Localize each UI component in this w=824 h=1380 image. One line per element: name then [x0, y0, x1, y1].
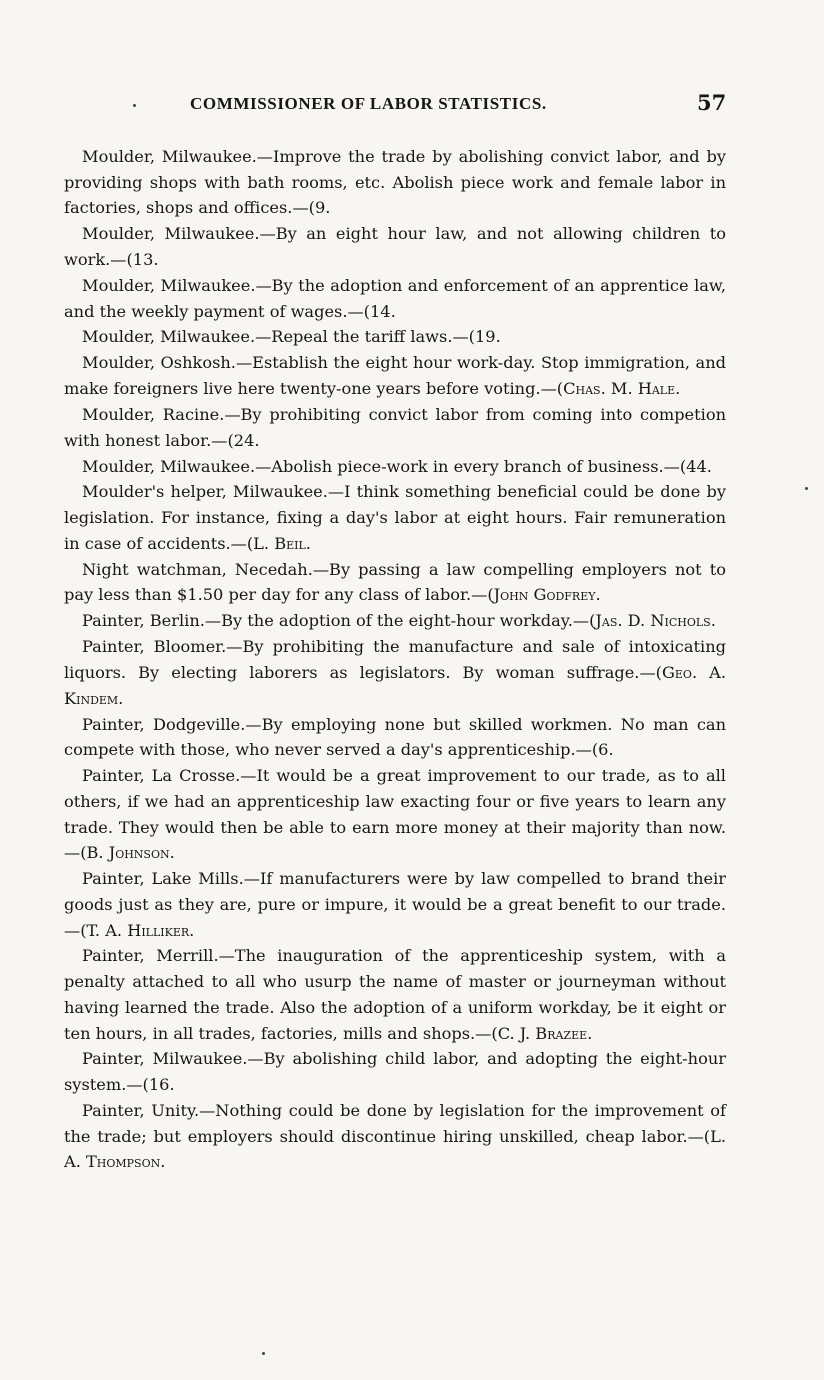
entry: [64, 454, 726, 480]
entry: [64, 273, 726, 325]
entry: [64, 763, 726, 866]
entry: [64, 608, 726, 634]
print-speck: [805, 487, 808, 490]
entry: [64, 557, 726, 609]
entry-signature: B. Johnson.: [86, 843, 175, 863]
body-text: [64, 144, 726, 1175]
entry-signature: Geo. A. Kindem.: [64, 662, 726, 708]
page-header: [0, 92, 824, 122]
entry-signature: Jas. D. Nichols.: [595, 611, 716, 631]
entry-text: Painter, Berlin.—By the adoption of the eight-hour workday.—(: [82, 611, 596, 631]
page-number: 57: [697, 90, 727, 115]
entry: [64, 866, 726, 943]
entry: [64, 479, 726, 556]
entry: [64, 1098, 726, 1175]
entry: [64, 350, 726, 402]
entry-text: Moulder, Milwaukee.—By the adoption and enforcement of an apprentice law, and the weekly payment of wages.—(14.: [64, 275, 726, 321]
entry-signature: Chas. M. Hale.: [563, 379, 681, 399]
entry: [64, 943, 726, 1046]
print-speck: [133, 104, 136, 107]
entry: [64, 324, 726, 350]
entry-text: Painter, La Crosse.—It would be a great improvement to our trade, as to all others, if we had an apprenticeship law exacting four or five years to learn any trade. They would then be able to earn more money at their majority than now.—(: [64, 766, 726, 863]
entry-text: Moulder, Milwaukee.—By an eight hour law, and not allowing children to work.—(13.: [64, 224, 726, 269]
entry-text: Painter, Merrill.—The inauguration of the apprenticeship system, with a penalty attached to all who usurp the name of master or journeyman without having learned the trade. Also the adoption of a uniform workday, be it eight or ten hours, in all trades, factories, mills and shops.—(: [64, 946, 726, 1043]
entry-text: Painter, Milwaukee.—By abolishing child labor, and adopting the eight-hour system.—(16.: [64, 1049, 726, 1095]
entry: [64, 144, 726, 221]
entry-text: Painter, Dodgeville.—By employing none but skilled workmen. No man can compete with those, who never served a day's apprenticeship.—(6.: [64, 714, 726, 760]
entry: [64, 221, 726, 273]
entry-text: Night watchman, Necedah.—By passing a law compelling employers not to pay less than $1.50 per day for any class of labor.—(: [64, 559, 726, 605]
entry-signature: L. A. Thompson.: [64, 1126, 726, 1172]
entry-text: Moulder, Racine.—By prohibiting convict labor from coming into competion with honest labor.—(24.: [64, 404, 726, 450]
entry: [64, 712, 726, 764]
entry-signature: L. Beil.: [253, 533, 311, 553]
entry-text: Painter, Bloomer.—By prohibiting the manufacture and sale of intoxicating liquors. By electing laborers as legislators. By woman suffrage.—(: [64, 637, 726, 682]
entry-text: Moulder, Milwaukee.—Repeal the tariff laws.—(19.: [82, 327, 501, 347]
entry-signature: T. A. Hilliker.: [86, 920, 195, 940]
entry-text: Painter, Unity.—Nothing could be done by legislation for the improvement of the trade; but employers should discontinue hiring unskilled, cheap labor.—(: [64, 1101, 726, 1146]
entry-signature: John Godfrey.: [493, 585, 601, 605]
running-title: COMMISSIONER OF LABOR STATISTICS.: [190, 94, 547, 113]
entry: [64, 634, 726, 711]
entry-text: Painter, Lake Mills.—If manufacturers were by law compelled to brand their goods just as they are, pure or impure, it would be a great benefit to our trade.—(: [64, 869, 726, 940]
entry-signature: C. J. Brazee.: [497, 1023, 593, 1043]
entry-text: Moulder, Milwaukee.—Abolish piece-work in every branch of business.—(44.: [82, 456, 712, 476]
entry: [64, 402, 726, 454]
entry-text: Moulder, Milwaukee.—Improve the trade by abolishing convict labor, and by providing shops with bath rooms, etc. Abolish piece work and female labor in factories, shops and offices.—(9.: [64, 147, 726, 218]
entry: [64, 1046, 726, 1098]
entry-text: Moulder's helper, Milwaukee.—I think something beneficial could be done by legislation. For instance, fixing a day's labor at eight hours. Fair remuneration in case of accidents.—(: [64, 482, 726, 553]
print-speck: [262, 1352, 265, 1355]
entry-text: Moulder, Oshkosh.—Establish the eight hour work-day. Stop immigration, and make foreigners live here twenty-one years before voting.—(: [64, 353, 726, 399]
